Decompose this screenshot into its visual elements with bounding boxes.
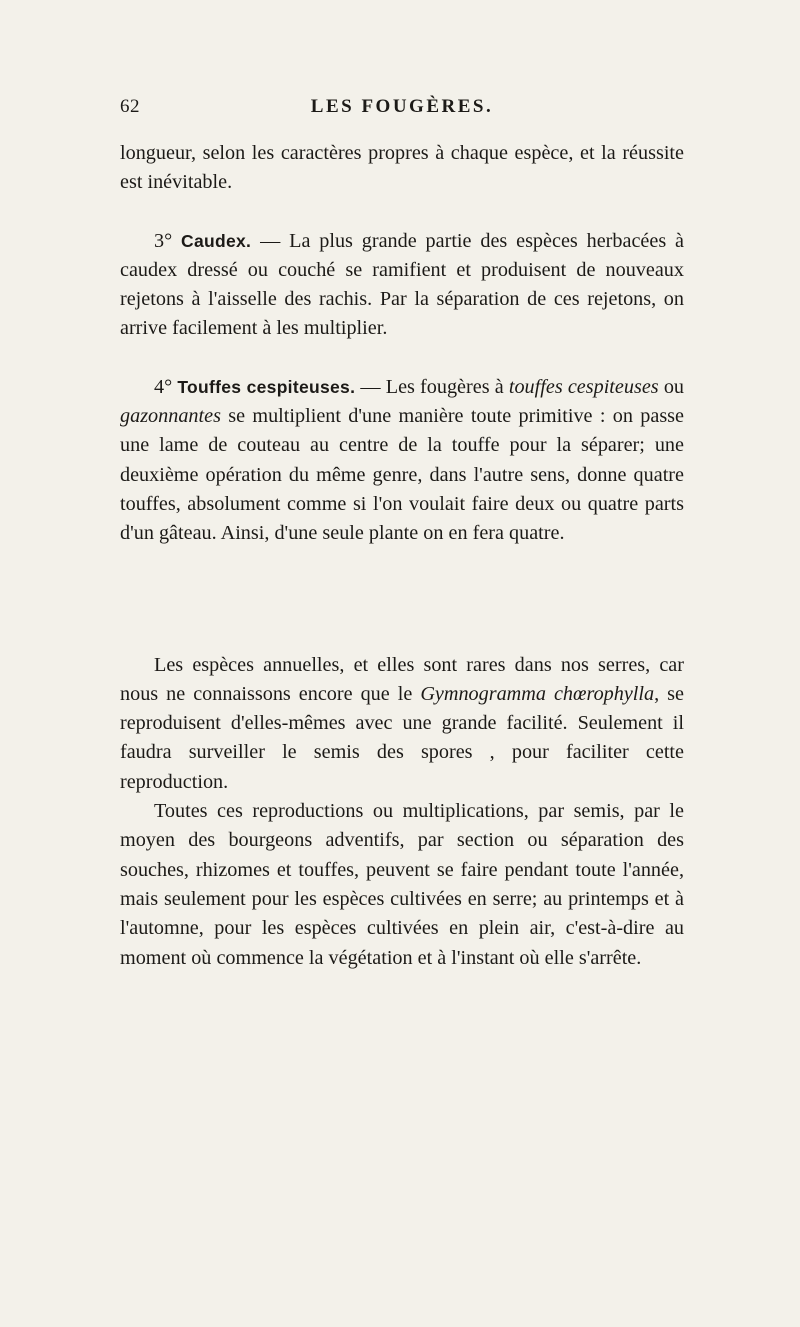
paragraph-continuation: longueur, selon les caractères propres à chaque espèce, et la réussite est inévitable. <box>120 142 684 194</box>
header-title: LES FOUGÈRES. <box>310 96 494 117</box>
paragraph-text: , se reproduisent d'elles-mêmes avec une grande facilité. Seulement il faudra surveiller le semis des spores , pour faciliter cette reproduction. <box>120 682 684 793</box>
paragraph-text: — Les fougères à <box>355 375 509 398</box>
section-number: 3° <box>154 229 173 252</box>
italic-term: gazonnantes <box>120 405 221 428</box>
paragraph-text: se multiplient d'une manière toute primitive : on passe une lame de couteau au centre de la touffe pour la séparer; une deuxième opération du même genre, dans l'autre sens, donne quatre touffes, absolument comme si l'on voulait faire deux ou quatre parts d'un gâteau. Ainsi, d'une seule plante on en fera quatre. <box>120 405 684 545</box>
paragraph-annuelles <box>120 651 684 797</box>
section-term-touffes: Touffes cespiteuses. <box>177 376 356 397</box>
paragraph-text: Les espèces annuelles, et elles sont rares dans nos serres, car nous ne connaissons encore que le <box>120 653 684 705</box>
body-text <box>120 139 684 973</box>
species-name: Gymnogramma chœrophylla <box>420 682 655 705</box>
section-number: 4° <box>154 375 173 398</box>
paragraph-caudex <box>120 227 684 344</box>
paragraph-text: ou <box>658 375 684 398</box>
section-term-caudex: Caudex. <box>181 230 252 251</box>
paragraph-text: — La plus grande partie des espèces herbacées à caudex dressé ou couché se ramifient et produisent de nouveaux rejetons à l'aisselle des rachis. Par la séparation de ces rejetons, on arrive facilement à les multiplier. <box>120 229 684 340</box>
page-number: 62 <box>120 96 140 117</box>
paragraph-reproductions: Toutes ces reproductions ou multiplications, par semis, par le moyen des bourgeons adventifs, par section ou séparation des souches, rhizomes et touffes, peuvent se faire pendant toute l'année, mais seulement pour les espèces cultivées en serre; au printemps et à l'automne, pour les espèces cultivées en plein air, c'est-à-dire au moment où commence la végétation et à l'instant où elle s'arrête. <box>120 800 684 969</box>
paragraph-touffes <box>120 373 684 549</box>
italic-term: touffes cespiteuses <box>508 375 659 398</box>
running-head <box>120 96 684 126</box>
